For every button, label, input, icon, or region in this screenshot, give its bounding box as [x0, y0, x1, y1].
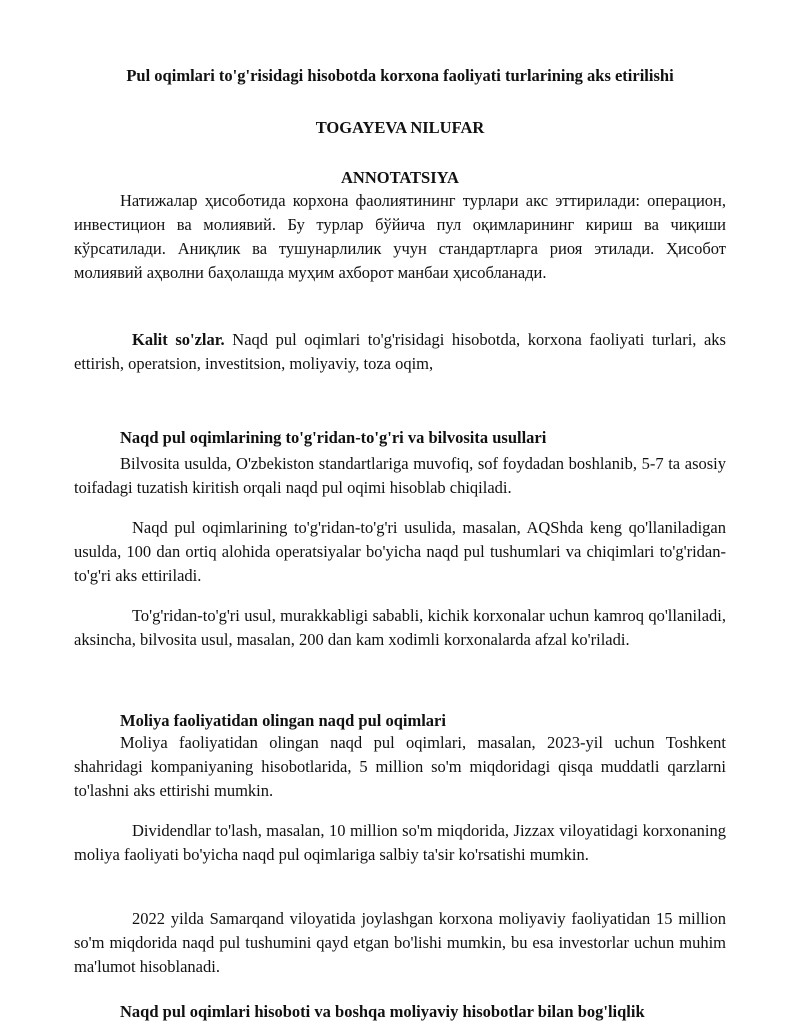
keywords-text: Naqd pul oqimlari to'g'risidagi hisobotda, korxona faoliyati turlari, aks ettirish, operatsion, investitsion, moliyaviy, toza oqim, — [74, 330, 726, 373]
keywords-label: Kalit so'zlar. — [132, 330, 225, 349]
section2-paragraph-3: 2022 yilda Samarqand viloyatida joylashgan korxona moliyaviy faoliyatidan 15 million so'm miqdorida naqd pul tushumini qayd etgan bo'lishi mumkin, bu esa investorlar uchun muhim ma'lumot hisoblanadi. — [74, 909, 726, 976]
section1-paragraph-3: To'g'ridan-to'g'ri usul, murakkabligi sababli, kichik korxonalar uchun kamroq qo'llaniladi, aksincha, bilvosita usul, masalan, 200 dan kam xodimli korxonalarda afzal ko'riladi. — [74, 606, 726, 649]
section-heading-relations: Naqd pul oqimlari hisoboti va boshqa moliyaviy hisobotlar bilan bog'liqlik — [120, 1002, 645, 1021]
keywords-paragraph — [74, 328, 726, 376]
section1-paragraph-2: Naqd pul oqimlarining to'g'ridan-to'g'ri usulida, masalan, AQShda keng qo'llaniladigan usulda, 100 dan ortiq alohida operatsiyalar bo'yicha naqd pul tushumlari va chiqimlari to'g'ridan-to'g'ri aks ettiriladi. — [74, 518, 726, 585]
section1-paragraph-1: Bilvosita usulda, O'zbekiston standartlariga muvofiq, sof foydadan boshlanib, 5-7 ta asosiy toifadagi tuzatish kiritish orqali naqd pul oqimi hisoblab chiqiladi. — [74, 454, 726, 497]
abstract-text: Натижалар ҳисоботида корхона фаолиятининг турлари акс эттирилади: операцион, инвестицион ва молиявий. Бу турлар бўйича пул оқимларининг кириш ва чиқиши кўрсатилади. Аниқлик ва тушунарлилик учун стандартларга риоя этилади. Ҳисобот молиявий аҳволни баҳолашда муҳим ахборот манбаи ҳисобланади. — [74, 191, 726, 282]
section2-paragraph-1: Moliya faoliyatidan olingan naqd pul oqimlari, masalan, 2023-yil uchun Toshkent shahridagi kompaniyaning hisobotlarida, 5 million so'm miqdoridagi qisqa muddatli qarzlarni to'lashni aks ettirishi mumkin. — [74, 733, 726, 800]
section-heading-methods: Naqd pul oqimlarining to'g'ridan-to'g'ri va bilvosita usullari — [120, 428, 547, 447]
section2-paragraph-2: Dividendlar to'lash, masalan, 10 million so'm miqdorida, Jizzax viloyatidagi korxonaning moliya faoliyati bo'yicha naqd pul oqimlariga salbiy ta'sir ko'rsatishi mumkin. — [74, 821, 726, 864]
abstract-heading: ANNOTATSIYA — [341, 168, 459, 187]
author-name: TOGAYEVA NILUFAR — [315, 118, 485, 137]
section-heading-financing: Moliya faoliyatidan olingan naqd pul oqimlari — [120, 711, 446, 730]
document-title: Pul oqimlari to'g'risidagi hisobotda korxona faoliyati turlarining aks etirilishi — [126, 66, 674, 85]
